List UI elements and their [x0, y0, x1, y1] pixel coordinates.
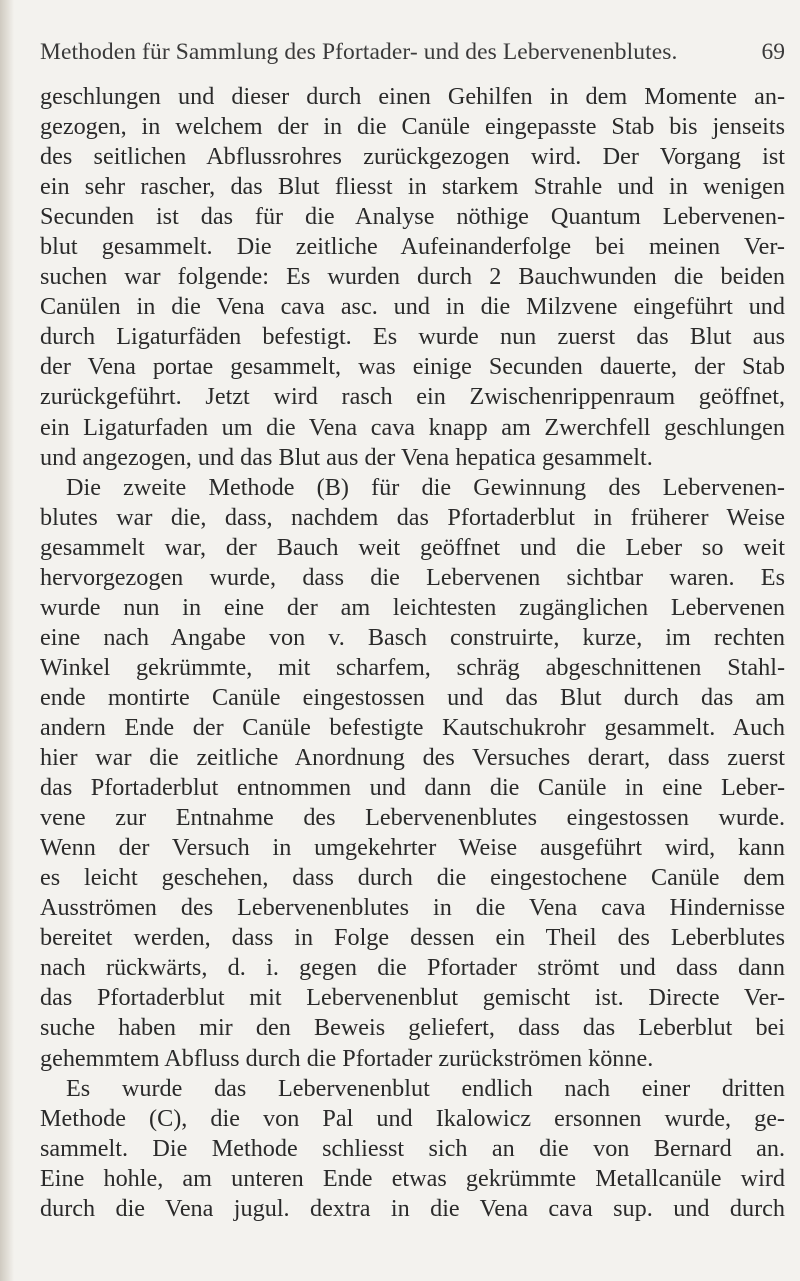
text-line: Secunden ist das für die Analyse nöthige Quantum Lebervenen-: [40, 203, 785, 231]
text-line: gezogen, in welchem der in die Canüle eingepasste Stab bis jenseits: [40, 113, 785, 141]
text-line: ein sehr rascher, das Blut fliesst in starkem Strahle und in wenigen: [40, 173, 785, 201]
text-line: wurde nun in eine der am leichtesten zugänglichen Lebervenen: [40, 593, 785, 621]
text-line: und angezogen, und das Blut aus der Vena hepatica gesammelt.: [40, 443, 653, 471]
text-line: der Vena portae gesammelt, was einige Secunden dauerte, der Stab: [40, 353, 785, 381]
text-line: zurückgeführt. Jetzt wird rasch ein Zwischenrippenraum geöffnet,: [40, 383, 785, 411]
text-line: nach rückwärts, d. i. gegen die Pfortader strömt und dass dann: [40, 954, 785, 982]
text-line: Wenn der Versuch in umgekehrter Weise ausgeführt wird, kann: [40, 834, 785, 862]
running-head-title: Methoden für Sammlung des Pfortader- und des Lebervenenblutes.: [40, 39, 678, 65]
text-line: vene zur Entnahme des Lebervenenblutes eingestossen wurde.: [40, 804, 785, 832]
text-line: suche haben mir den Beweis geliefert, dass das Leberblut bei: [40, 1014, 785, 1042]
text-line: andern Ende der Canüle befestigte Kautschukrohr gesammelt. Auch: [40, 713, 785, 741]
body-text: [40, 82, 785, 1224]
text-line: Canülen in die Vena cava asc. und in die Milzvene eingeführt und: [40, 293, 785, 321]
running-head: [40, 34, 785, 70]
text-line: Winkel gekrümmte, mit scharfem, schräg abgeschnittenen Stahl-: [40, 653, 785, 681]
text-line: das Pfortaderblut mit Lebervenenblut gemischt ist. Directe Ver-: [40, 984, 785, 1012]
text-line: es leicht geschehen, dass durch die eingestochene Canüle dem: [40, 864, 785, 892]
text-line: ende montirte Canüle eingestossen und das Blut durch das am: [40, 683, 785, 711]
text-line: blut gesammelt. Die zeitliche Aufeinanderfolge bei meinen Ver-: [40, 233, 785, 261]
page-number: 69: [761, 39, 785, 65]
text-line: durch die Vena jugul. dextra in die Vena cava sup. und durch: [40, 1194, 785, 1222]
text-line: geschlungen und dieser durch einen Gehilfen in dem Momente an-: [40, 83, 785, 110]
text-line: Die zweite Methode (B) für die Gewinnung des Lebervenen-: [66, 473, 785, 501]
page-gutter-shadow: [0, 0, 14, 1281]
text-line: Eine hohle, am unteren Ende etwas gekrümmte Metallcanüle wird: [40, 1164, 785, 1192]
text-line: gesammelt war, der Bauch weit geöffnet und die Leber so weit: [40, 533, 785, 561]
text-line: gehemmtem Abfluss durch die Pfortader zurückströmen könne.: [40, 1044, 654, 1072]
text-line: das Pfortaderblut entnommen und dann die Canüle in eine Leber-: [40, 774, 785, 802]
text-line: sammelt. Die Methode schliesst sich an die von Bernard an.: [40, 1134, 785, 1162]
text-line: blutes war die, dass, nachdem das Pfortaderblut in früherer Weise: [40, 503, 785, 531]
text-line: durch Ligaturfäden befestigt. Es wurde nun zuerst das Blut aus: [40, 323, 785, 351]
text-line: eine nach Angabe von v. Basch construirte, kurze, im rechten: [40, 623, 785, 651]
text-line: Ausströmen des Lebervenenblutes in die Vena cava Hindernisse: [40, 894, 785, 922]
text-line: Es wurde das Lebervenenblut endlich nach einer dritten: [66, 1074, 785, 1102]
text-line: ein Ligaturfaden um die Vena cava knapp am Zwerchfell geschlungen: [40, 413, 785, 441]
text-line: suchen war folgende: Es wurden durch 2 Bauchwunden die beiden: [40, 263, 785, 291]
text-line: bereitet werden, dass in Folge dessen ein Theil des Leberblutes: [40, 924, 785, 952]
text-line: hier war die zeitliche Anordnung des Versuches derart, dass zuerst: [40, 744, 785, 772]
text-line: Methode (C), die von Pal und Ikalowicz ersonnen wurde, ge-: [40, 1104, 785, 1132]
text-line: des seitlichen Abflussrohres zurückgezogen wird. Der Vorgang ist: [40, 143, 785, 171]
text-line: hervorgezogen wurde, dass die Lebervenen sichtbar waren. Es: [40, 563, 785, 591]
